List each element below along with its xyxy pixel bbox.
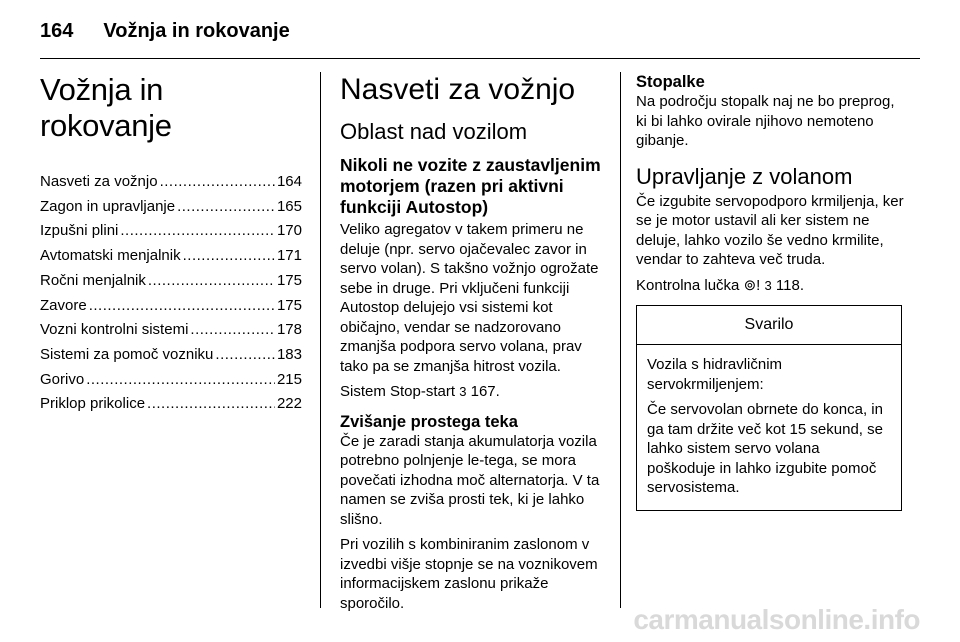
toc-leader-dots bbox=[120, 219, 275, 244]
heading-pedals: Stopalke bbox=[636, 73, 705, 91]
toc-page: 178 bbox=[276, 321, 302, 339]
heading-engine-off: Nikoli ne vozite z zaustavljenim motorjem (razen pri aktivni funkciji Autostop) bbox=[340, 155, 601, 217]
toc-label: Nasveti za vožnjo bbox=[40, 173, 158, 190]
paragraph: Če je zaradi stanja akumulatorja vozila potrebno polnjenje le-tega, se mora povečati izhodna moč alternatorja. V ta namen se zviša prosti tek, ki je lahko slišno. bbox=[340, 432, 600, 528]
toc-label: Sistemi za pomoč vozniku bbox=[40, 345, 214, 363]
page-ref-arrow-icon: 3 bbox=[764, 277, 772, 293]
toc-leader-dots bbox=[89, 294, 275, 319]
toc-page: 170 bbox=[276, 222, 302, 240]
header-rule bbox=[40, 58, 920, 59]
watermark: carmanualsonline.info bbox=[633, 604, 920, 635]
toc-entry[interactable] bbox=[40, 392, 302, 417]
toc-label: Izpušni plini bbox=[40, 222, 119, 240]
toc-entry[interactable] bbox=[40, 294, 302, 319]
page-ref-arrow-icon: 3 bbox=[459, 384, 467, 399]
toc-label: Priklop prikolice bbox=[40, 395, 146, 413]
toc-leader-dots bbox=[190, 318, 275, 343]
ref-page[interactable]: 167. bbox=[470, 383, 500, 400]
toc-leader-dots bbox=[160, 170, 275, 195]
paragraph: Pri vozilih s kombiniranim zaslonom v izvedbi višje stopnje se na voznikovem informacijskem zaslonu prikaže sporočilo. bbox=[340, 536, 598, 612]
toc-leader-dots bbox=[183, 244, 275, 269]
toc-page: 171 bbox=[276, 247, 302, 265]
toc-label: Avtomatski menjalnik bbox=[40, 247, 181, 265]
toc-page: 183 bbox=[276, 345, 302, 363]
page-header bbox=[40, 20, 290, 50]
toc-page: 164 bbox=[276, 173, 302, 190]
toc-column bbox=[40, 72, 302, 417]
ref-page[interactable]: 118. bbox=[775, 276, 804, 294]
toc-entry[interactable] bbox=[40, 269, 302, 294]
toc-entry[interactable] bbox=[40, 368, 302, 393]
running-title: Vožnja in rokovanje bbox=[103, 20, 290, 42]
toc-entry[interactable] bbox=[40, 318, 302, 343]
chapter-title: Vožnja in rokovanje bbox=[40, 72, 172, 143]
warning-paragraph: Če servovolan obrnete do konca, in ga tam držite več kot 15 sekund, se lahko sistem servo volana poškoduje in lahko izgubite pomoč servosistema. bbox=[647, 401, 883, 496]
table-of-contents bbox=[40, 170, 302, 417]
warning-body bbox=[637, 345, 901, 510]
section-title-steering: Upravljanje z volanom bbox=[636, 163, 853, 189]
heading-idle-speed: Zvišanje prostega teka bbox=[340, 412, 518, 431]
toc-label: Vozni kontrolni sistemi bbox=[40, 321, 189, 339]
content-column-2 bbox=[340, 72, 605, 619]
toc-leader-dots bbox=[148, 269, 275, 294]
toc-page: 175 bbox=[276, 271, 302, 289]
toc-leader-dots bbox=[177, 195, 275, 220]
toc-entry[interactable] bbox=[40, 244, 302, 269]
toc-page: 215 bbox=[276, 370, 302, 388]
ref-text: Sistem Stop-start bbox=[340, 383, 456, 400]
toc-page: 165 bbox=[276, 197, 302, 215]
toc-entry[interactable] bbox=[40, 195, 302, 220]
toc-entry[interactable] bbox=[40, 170, 302, 195]
column-divider bbox=[620, 72, 621, 608]
ref-text: Kontrolna lučka bbox=[636, 276, 740, 294]
toc-entry[interactable] bbox=[40, 343, 302, 368]
content-column-3 bbox=[636, 72, 904, 511]
section-title: Nasveti za vožnjo bbox=[340, 73, 576, 106]
toc-label: Zavore bbox=[40, 296, 87, 314]
steering-warning-lamp-icon: ⊚! bbox=[743, 276, 761, 294]
toc-label: Zagon in upravljanje bbox=[40, 197, 176, 215]
warning-paragraph: Vozila s hidravličnim servokrmiljenjem: bbox=[647, 356, 783, 393]
toc-page: 222 bbox=[276, 395, 302, 413]
paragraph: Veliko agregatov v takem primeru ne deluje (npr. servo ojačevalec zavor in servo volan). S takšno vožnjo ogrožate sebe in druge. Pri vključeni funkciji Autostop delujejo vsi sistemi kot običajno, vendar se nadzorovano zmanjša podpora servo volana, prav tako pa se zmanjša hitrost vozila. bbox=[340, 221, 599, 375]
paragraph: Če izgubite servopodporo krmiljenja, ker se je motor ustavil ali ker sistem ne deluje, lahko vozilo še vedno krmilite, vendar to zahteva več truda. bbox=[636, 192, 904, 268]
paragraph: Na področju stopalk naj ne bo preprog, ki bi lahko ovirale njihovo nemoteno gibanje. bbox=[636, 93, 895, 149]
toc-entry[interactable] bbox=[40, 219, 302, 244]
warning-title: Svarilo bbox=[637, 306, 901, 345]
cross-reference-paragraph bbox=[636, 276, 904, 296]
toc-label: Gorivo bbox=[40, 370, 85, 388]
cross-reference-paragraph bbox=[340, 382, 605, 402]
toc-label: Ročni menjalnik bbox=[40, 271, 146, 289]
toc-leader-dots bbox=[86, 368, 275, 393]
subsection-title: Oblast nad vozilom bbox=[340, 119, 528, 144]
warning-box bbox=[636, 305, 902, 511]
toc-leader-dots bbox=[147, 392, 275, 417]
toc-leader-dots bbox=[215, 343, 275, 368]
toc-page: 175 bbox=[276, 296, 302, 314]
column-divider bbox=[320, 72, 321, 608]
page-number: 164 bbox=[40, 20, 74, 42]
